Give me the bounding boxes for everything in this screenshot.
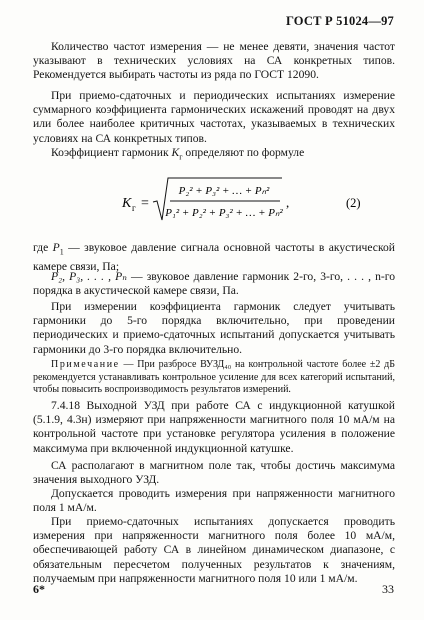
- formula-lhs: K: [122, 196, 132, 211]
- definition-where: где: [33, 241, 49, 254]
- note-label: Примечание: [51, 359, 120, 370]
- harmonic-coefficient-formula: [0, 172, 424, 232]
- definition-pn-symbols: P₂, P₃, . . . , Pₙ: [51, 270, 127, 283]
- formula-number: (2): [346, 196, 361, 210]
- paragraph-1-ma-per-m: Допускается проводить измерения при напряженности магнитного поля 1 мА/м.: [33, 487, 395, 515]
- formula-comma: ,: [286, 195, 290, 210]
- harmonic-coefficient-subscript: г: [179, 152, 183, 162]
- definition-p1-text: — звуковое давление сигнала основной частоты в акустической камере связи, Па;: [33, 241, 395, 273]
- note: [33, 359, 395, 397]
- formula-equals: =: [141, 196, 149, 211]
- paragraph-acceptance-tests: При приемо-сдаточных и периодических испытаниях измерение суммарного коэффициента гармонических искажений проводят на двух или более наиболее критичных частотах, указываемых в технических условиях на СА конкретных типов.: [33, 89, 395, 145]
- definition-pn: [33, 270, 395, 298]
- definition-p1: [33, 241, 395, 274]
- document-code-header: ГОСТ Р 51024—97: [285, 14, 394, 28]
- formula-denominator: P₁² + P₂² + P₃² + … + Pₙ²: [165, 207, 283, 219]
- signature-mark: 6*: [33, 582, 45, 596]
- definition-p1-subscript: 1: [59, 247, 64, 257]
- formula-numerator: P₂² + P₃² + … + Pₙ²: [178, 185, 270, 197]
- paragraph-harmonic-coefficient: [33, 146, 395, 165]
- paragraph-7-4-18: 7.4.18 Выходной УЗД при работе СА с индукционной катушкой (5.1.9, 4.3н) измеряют при напряженности магнитного поля 10 мА/м на контрольной частоте при установке регулятора усиления в положение максимума при включенной индукционной катушке.: [33, 399, 395, 455]
- paragraph-harmonics-order: При измерении коэффициента гармоник следует учитывать гармоники до 5-го порядка включительно, при проведении периодических и приемо-сдаточных испытаний допускается учитывать гармоники до 3-го порядка включительно.: [33, 300, 395, 356]
- harmonic-coefficient-tail: определяют по формуле: [185, 146, 305, 159]
- paragraph-magnetic-field-placement: СА располагают в магнитном поле так, чтобы достичь максимума значения выходного УЗД.: [33, 459, 395, 487]
- harmonic-coefficient-symbol: K: [171, 146, 180, 159]
- paragraph-acceptance-above-10: При приемо-сдаточных испытаниях допускается проводить измерения при напряженности магнитного поля более 10 мА/м, обеспечивающей работу СА в линейном динамическом диапазоне, с обязательным пересчетом полученных результатов к значениям, получаемым при напряженности магнитного поля 10 или 1 мА/м.: [33, 515, 395, 585]
- definition-p1-symbol: P: [52, 241, 60, 254]
- definition-pn-text: — звуковое давление гармоник 2-го, 3-го, . . . , n-го порядка в акустической камере связи, Па.: [33, 270, 395, 298]
- harmonic-coefficient-text: Коэффициент гармоник: [51, 146, 169, 159]
- page-number: 33: [382, 582, 394, 596]
- paragraph-frequency-count: Количество частот измерения — не менее девяти, значения частот указывают в технических условиях на СА конкретных типов. Рекомендуется выбирать частоты из ряда по ГОСТ 12090.: [33, 40, 395, 82]
- formula-lhs-subscript: г: [132, 203, 136, 213]
- note-text: — При разбросе ВУЗД₄₀ на контрольной частоте более ±2 дБ рекомендуется устанавливать контрольное усиление для всех категорий испытаний, чтобы повысить воспроизводимость результатов измерений.: [33, 359, 395, 396]
